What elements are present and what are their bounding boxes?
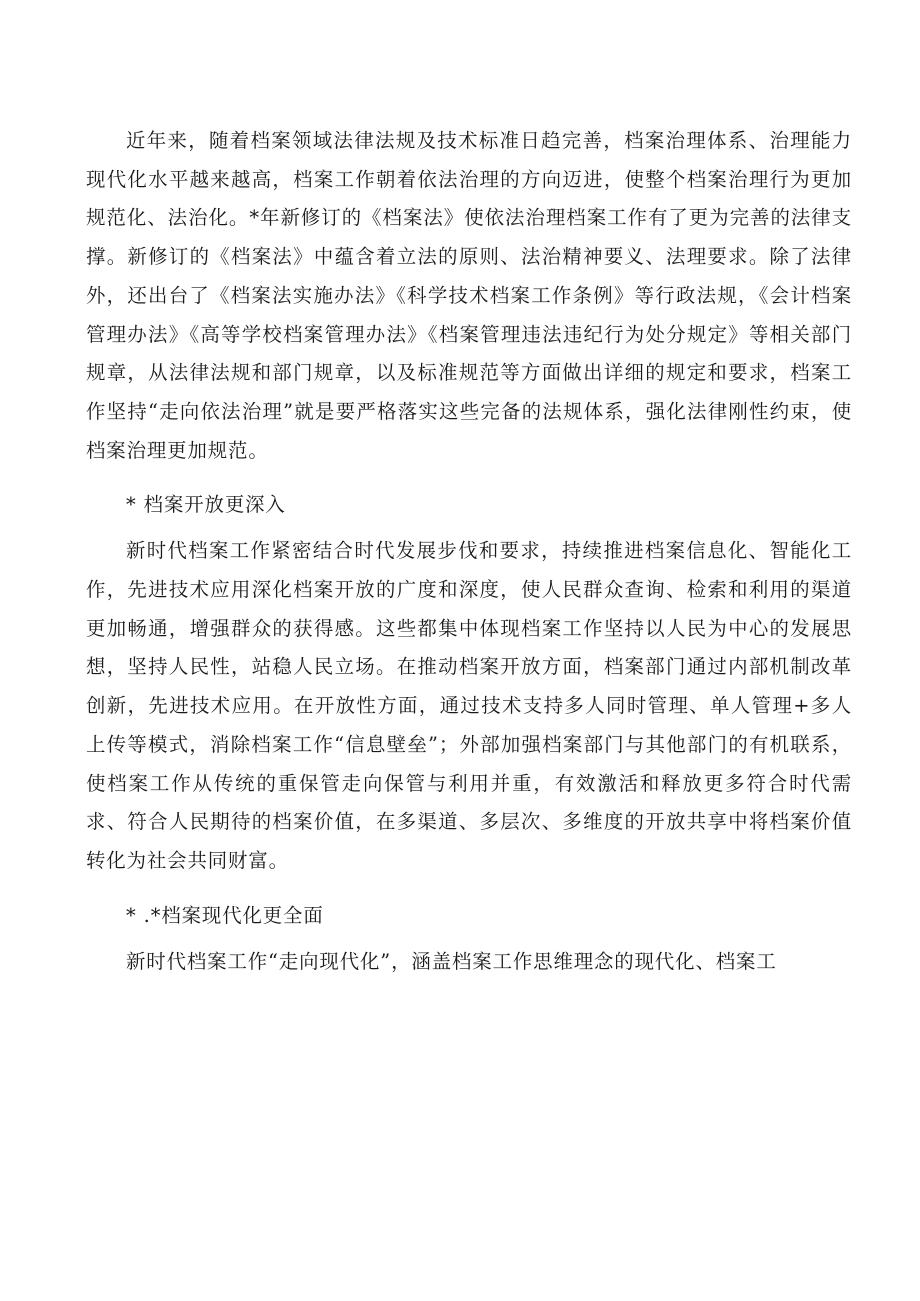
paragraph-legal-governance: 近年来，随着档案领域法律法规及技术标准日趋完善，档案治理体系、治理能力现代化水平越来越高，档案工作朝着依法治理的方向迈进，使整个档案治理行为更加规范化、法治化。*年新修订的《档案法》使依法治理档案工作有了更为完善的法律支撑。新修订的《档案法》中蕴含着立法的原则、法治精神要义、法理要求。除了法律外，还出台了《档案法实施办法》《科学技术档案工作条例》等行政法规，《会计档案管理办法》《高等学校档案管理办法》《档案管理违法违纪行为处分规定》等相关部门规章，从法律法规和部门规章，以及标准规范等方面做出详细的规定和要求，档案工作坚持“走向依法治理”就是要严格落实这些完备的法规体系，强化法律刚性约束，使档案治理更加规范。 (86, 129, 852, 462)
paragraph-open-archives: 新时代档案工作紧密结合时代发展步伐和要求，持续推进档案信息化、智能化工作，先进技术应用深化档案开放的广度和深度，使人民群众查询、检索和利用的渠道更加畅通，增强群众的获得感。这些都集中体现档案工作坚持以人民为中心的发展思想，坚持人民性，站稳人民立场。在推动档案开放方面，档案部门通过内部机制改革创新，先进技术应用。在开放性方面，通过技术支持多人同时管理、单人管理+多人上传等模式，消除档案工作“信息壁垒”；外部加强档案部门与其他部门的有机联系，使档案工作从传统的重保管走向保管与利用并重，有效激活和释放更多符合时代需求、符合人民期待的档案价值，在多渠道、多层次、多维度的开放共享中将档案价值转化为社会共同财富。 (86, 539, 852, 872)
section-heading-modernization: * .*档案现代化更全面 (126, 903, 324, 927)
section-heading-open-archives: * 档案开放更深入 (126, 493, 286, 517)
document-page (86, 122, 852, 981)
paragraph-modernization: 新时代档案工作“走向现代化”，涵盖档案工作思维理念的现代化、档案工 (126, 949, 777, 973)
